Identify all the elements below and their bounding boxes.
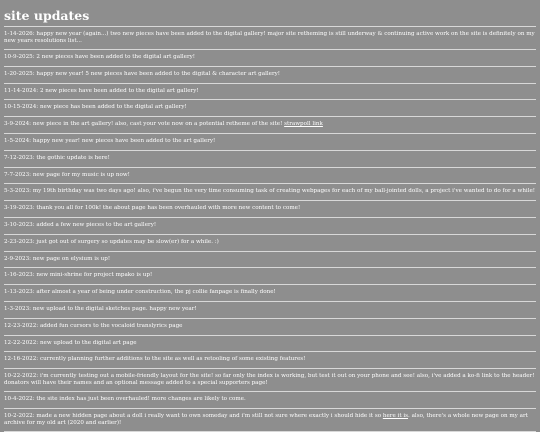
update-date: 2-23-2023 [4,238,33,245]
update-text: new piece in the art gallery! also, cast your vote now on a potential retheme of the site! [32,121,283,128]
update-text: new upload to the digital sketches page. happy new year! [32,305,197,312]
update-entry: 1-13-2023: after almost a year of being under construction, the pj collie fanpage is finally done! [4,285,536,302]
update-text: added a few new pieces to the art gallery! [36,221,157,228]
update-entry: 5-3-2023: my 19th birthday was two days ago! also, i've begun the very time consuming task of creating webpages for each of my ball-jointed dolls, a project i've wanted to do for a while! [4,184,536,201]
update-entry: 2-9-2023: new page on elysium is up! [4,252,536,269]
update-date: 10-22-2022 [4,373,37,380]
update-text: new upload to the digital art page [39,339,137,346]
update-entry: 1-20-2025: happy new year! 5 new pieces have been added to the digital & character art gallery! [4,67,536,84]
update-text: thank you all for 100k! the about page has been overhauled with more new content to come! [36,205,301,212]
update-text: new page for my music is up now! [32,171,130,178]
update-text-after: . also, there's a whole new page on my art archive for my old art (2020 and earlier)! [4,413,528,427]
update-date: 3-9-2024 [4,121,30,128]
update-date: 10-9-2025 [4,53,33,60]
update-entry: 3-10-2023: added a few new pieces to the art gallery! [4,218,536,235]
update-text: new mini-shrine for project mpako is up! [36,272,153,279]
update-entry: 3-19-2023: thank you all for 100k! the about page has been overhauled with more new content to come! [4,201,536,218]
update-entry: 10-4-2022: the site index has just been overhauled! more changes are likely to come. [4,392,536,409]
update-entry: 1-16-2023: new mini-shrine for project mpako is up! [4,268,536,285]
update-date: 12-22-2022 [4,339,37,346]
update-text: just got out of surgery so updates may be slow(er) for a while. :) [36,238,219,245]
update-entry: 10-22-2022: i'm currently testing out a mobile-friendly layout for the site! so far only the index is working, but test it out on your phone and see! also, i've added a ko-fi link to the header! donators will have their names and an optional message added to a special supporters page! [4,369,536,392]
update-text: new page on elysium is up! [32,255,111,262]
update-entry: 2-23-2023: just got out of surgery so updates may be slow(er) for a while. :) [4,235,536,252]
update-entry: 7-12-2023: the gothic update is here! [4,151,536,168]
update-date: 10-4-2022 [4,396,33,403]
update-text: i'm currently testing out a mobile-friendly layout for the site! so far only the index is working, but test it out on your phone and see! also, i've added a ko-fi link to the header! donators will have their names and an optional message added to a special supporters page! [4,373,535,387]
update-text: 2 new pieces have been added to the digital art gallery! [39,87,199,94]
update-text: after almost a year of being under construction, the pj collie fanpage is finally done! [36,289,276,296]
update-date: 3-19-2023 [4,205,33,212]
update-entry: 7-7-2023: new page for my music is up now! [4,168,536,185]
update-entry: 12-16-2022: currently planning further additions to the site as well as retooling of some existing features! [4,352,536,369]
update-date: 12-16-2022 [4,356,37,363]
update-text: happy new year! 5 new pieces have been added to the digital & character art gallery! [36,70,281,77]
update-text: the gothic update is here! [36,154,110,161]
update-entry: 1-3-2023: new upload to the digital sketches page. happy new year! [4,302,536,319]
update-text: added fun cursors to the vocaloid translyrics page [39,322,183,329]
page-title: site updates [4,8,90,23]
update-date: 3-10-2023 [4,221,33,228]
update-date: 7-12-2023 [4,154,33,161]
update-entry: 10-2-2022: made a new hidden page about a doll i really want to own someday and i'm still not sure where exactly i should hide it so here it is. also, there's a whole new page on my art archive for my old art (2020 and earlier)! [4,409,536,432]
update-entry: 1-5-2024: happy new year! new pieces have been added to the art gallery! [4,134,536,151]
update-list [4,27,536,432]
update-entry: 12-22-2022: new upload to the digital art page [4,336,536,353]
update-text: made a new hidden page about a doll i really want to own someday and i'm still not sure where exactly i should hide it so [36,413,382,420]
update-date: 12-23-2022 [4,322,37,329]
update-text: happy new year! new pieces have been added to the art gallery! [32,137,216,144]
update-text: the site index has just been overhauled! more changes are likely to come. [36,396,246,403]
update-text: currently planning further additions to the site as well as retooling of some existing features! [39,356,306,363]
update-entry: 10-9-2025: 2 new pieces have been added to the digital art gallery! [4,50,536,67]
update-date: 5-3-2023 [4,188,30,195]
update-entry: 11-14-2024: 2 new pieces have been added to the digital art gallery! [4,84,536,101]
update-date: 1-16-2023 [4,272,33,279]
update-date: 11-14-2024 [4,87,37,94]
update-date: 1-14-2026 [4,30,33,37]
update-date: 10-2-2022 [4,413,33,420]
update-entry: 1-14-2026: happy new year (again...) two new pieces have been added to the digital gallery! major site retheming is still underway & continuing active work on the site is definitely on my new years resolutions list... [4,27,536,50]
update-text: new piece has been added to the digital art gallery! [39,104,187,111]
update-text: 2 new pieces have been added to the digital art gallery! [36,53,196,60]
update-entry: 3-9-2024: new piece in the art gallery! also, cast your vote now on a potential retheme of the site! strawpoll link [4,117,536,134]
update-link[interactable]: here it is [382,413,409,420]
update-link[interactable]: strawpoll link [284,121,323,128]
update-text: my 19th birthday was two days ago! also, i've begun the very time consuming task of creating webpages for each of my ball-jointed dolls, a project i've wanted to do for a while! [32,188,536,195]
update-date: 1-20-2025 [4,70,33,77]
update-entry: 10-15-2024: new piece has been added to the digital art gallery! [4,100,536,117]
update-date: 2-9-2023 [4,255,30,262]
update-entry: 12-23-2022: added fun cursors to the vocaloid translyrics page [4,319,536,336]
update-date: 1-13-2023 [4,289,33,296]
update-date: 10-15-2024 [4,104,37,111]
update-date: 1-3-2023 [4,305,30,312]
update-date: 1-5-2024 [4,137,30,144]
update-text: happy new year (again...) two new pieces have been added to the digital gallery! major site retheming is still underway & continuing active work on the site is definitely on my new years resolutions list... [4,30,535,45]
update-date: 7-7-2023 [4,171,30,178]
